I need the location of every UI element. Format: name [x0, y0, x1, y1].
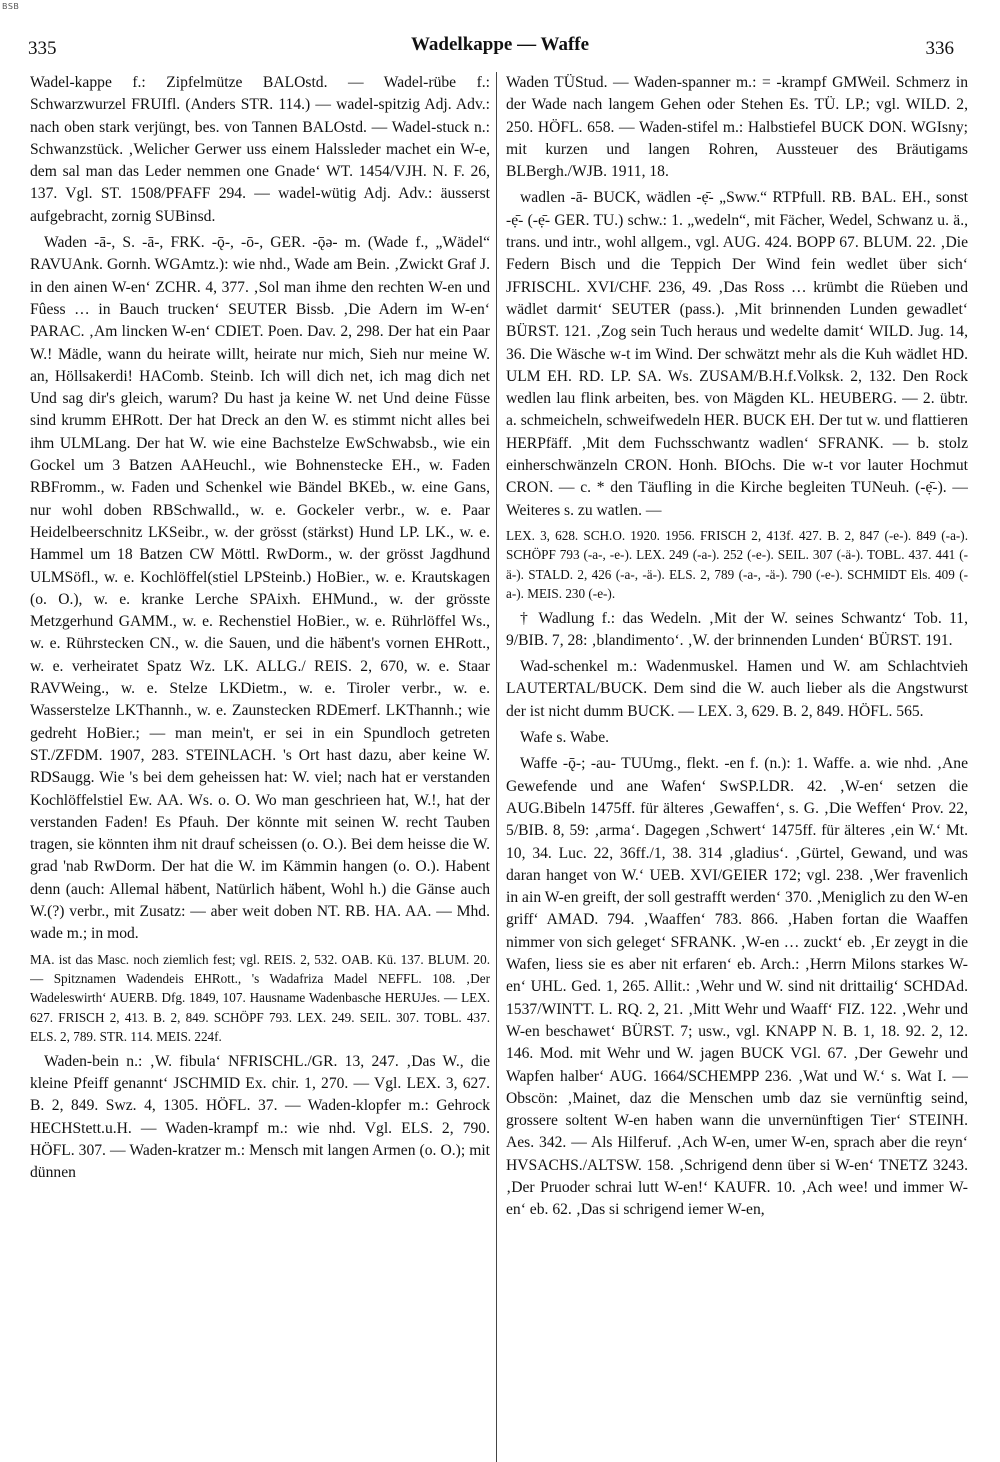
page-header: [28, 28, 972, 68]
entry-waden-references: MA. ist das Masc. noch ziemlich fest; vgl. REIS. 2, 532. OAB. Kü. 137. BLUM. 20. — Spitznamen Wadendeis EHRott., 's Wadafriza Madel NEFFL. 108. ‚Der Wadeleswirth‘ AUERB. Dfg. 1849, 107. Hausname Wadenbasche HERUJes. — LEX. 627. FRISCH 2, 413. B. 2, 849. SCHÖPF 793. LEX. 249. SEIL. 307. TOBL. 437. ELS. 2, 789. STR. 114. MEIS. 224f.: [30, 951, 490, 1045]
entry-wadelkappe: Wadel-kappe f.: Zipfelmütze BALOstd. — Wadel-rübe f.: Schwarzwurzel FRUIfl. (Anders STR. 114.) — wadel-spitzig Adj. Adv.: nach oben stark verjüngt, bes. von Tannen BALOstd. — Wadel-stuck n.: Schwanzstück. ‚Welicher Gerwer uss einem Halssleder machet ein W-e, dem sal man das Leder nemmen one Gnade‘ WT. 1454/VJH. N. F. 26, 137. Vgl. ST. 1508/PFAFF 294. — wadel-wütig Adj. Adv.: äusserst aufgebracht, zornig SUBinsd.: [30, 74, 490, 225]
entry-wadlung: † Wadlung f.: das Wedeln. ‚Mit der W. seines Schwantz‘ Tob. 11, 9/BIB. 7, 28: ‚blandimento‘. ‚W. der brinnenden Lunden‘ BÜRST. 191.: [506, 609, 968, 649]
right-column: [506, 72, 968, 1452]
entry-waffe: Waffe -ǭ-; -au- TUUmg., flekt. -en f. (n.): 1. Waffe. a. wie nhd. ‚Ane Gewefende und ane Wafen‘ SwSP.LDR. 42. ‚W-en‘ setzen die AUG.Bibeln 1475ff. für älteres ‚Gewaffen‘, s. G. ‚Die Weffen‘ Prov. 22, 5/BIB. 8, 59: ‚arma‘. Dagegen ‚Schwert‘ 1475ff. für älteres ‚ein W.‘ Mt. 10, 34. Luc. 22, 36ff./1, 38. 314 ‚gladius‘. ‚Gürtel, Gewand, und was daran hanget von W.‘ UEB. XVI/GEIER 172; vgl. 238. ‚Wer fravenlich in ain W-en greift, der soll gestrafft werden‘ 370. ‚Meniglich zu den W-en griff‘ AMAD. 794. ‚Waaffen‘ 783. 866. ‚Haben fortan die Waaffen nimmer von sich geleget‘ SFRANK. ‚W-en … zuckt‘ eb. ‚Er zeygt in die Wafen, liess sie es aber nit erfaren‘ eb. Arch.: ‚Herrn Milons starkes W-en‘ UHL. Ged. 1, 265. Allit.: ‚Wehr und W. sind nit drittailig‘ SCHDAd. 1537/WINTT. L. RQ. 2, 21. ‚Mitt Wehr und Waaff‘ FIZ. 122. ‚Wehr und W-en beschawet‘ BÜRST. 7; usw., vgl. KNAPP N. B. 1, 18. 92. 2, 12. 146. Mod. mit Wehr und W. jagen BUCK VGl. 67. ‚Der Gewehr und Wapfen halber‘ AUG. 1664/SCHEMPP 236. ‚Wat und W.‘ s. Wat I. — Obscön: ‚Mainet, daz die Menschen umb daz sie vernünftig seind, grossere soltent W-en haben wann die unvernünftigen Tier‘ STEINH. Aes. 342. — Als Hilferuf. ‚Ach W-en, umer W-en, sprach aber die reyn‘ HVSACHS./ALTSW. 158. ‚Schrigend denn über si W-en‘ TNETZ 3243. ‚Der Pruoder schrai lutt W-en!‘ KAUFR. 10. ‚Ach wee! und immer W-en‘ eb. 62. ‚Das si schrigend iemer W-en,: [506, 755, 968, 1219]
entry-wadlen: wadlen -ā- BUCK, wädlen -ẹ̄- „Sww.“ RTPfull. RB. BAL. EH., sonst -ẹ̄- (-ẹ̄- GER. TU.) schw.: 1. „wedeln“, mit Fächer, Wedel, Schwanz u. ä., trans. und intr., wohl allgem., vgl. AUG. 424. BOPP 67. BLUM. 22. ‚Die Federn Bisch und die Teppich Der Wind fein wedlet über sich‘ JFRISCHL. XVI/CHF. 236, 49. ‚Das Ross … krümbt die Rüeben und wädlet darmit‘ SEUTER (pass.). ‚Mit brinnenden Lunden gewadlet‘ BÜRST. 121. ‚Zog sein Tuch heraus und wedelte damit‘ WILD. Jug. 14, 36. Die Wäsche w-t im Wind. Der schwätzt mehr als die Kuh wädlet HD. ULM EH. RD. LP. SA. Ws. ZUSAM/B.H.f.Volksk. 2, 132. Den Rock wedlen lau flink arbeiten, bes. von Mägden KL. HEUBERG. — 2. übtr. a. schmeicheln, schweifwedeln HER. BUCK EH. Der tut w. und flattieren HERPfäff. ‚Mit dem Fuchsschwantz wadlen‘ SFRANK. — b. stolz einherschwänzeln CRON. Honh. BIOchs. Die w-t vor lauter Hochmut CRON. — c. * den Täufling in die Kirche begleiten TUNeuh. (-ẹ̄-). — Weiteres s. zu watlen. —: [506, 189, 968, 519]
entry-wadenbein: Waden-bein n.: ‚W. fibula‘ NFRISCHL./GR. 13, 247. ‚Das W., die kleine Pfeiff genannt‘ JSCHMID Ex. chir. 1, 270. — Vgl. LEX. 3, 627. B. 2, 849. Swz. 4, 1305. HÖFL. 37. — Waden-klopfer m.: Gehrock HECHStett.u.H. — Waden-krampf m.: wie nhd. Vgl. ELS. 2, 790. HÖFL. 307. — Waden-kratzer m.: Mensch mit langen Armen (o. O.); mit dünnen: [30, 1052, 490, 1182]
entry-wadlen-references: LEX. 3, 628. SCH.O. 1920. 1956. FRISCH 2, 413f. 427. B. 2, 847 (-e-). 849 (-a-). SCHÖPF 793 (-a-, -e-). LEX. 249 (-a-). 252 (-e-). SEIL. 307 (-ä-). TOBL. 437. 441 (-ä-). STALD. 2, 426 (-a-, -ä-). ELS. 2, 789 (-a-, -ä-). 790 (-e-). SCHMIDT Els. 409 (-a-). MEIS. 230 (-e-).: [506, 527, 968, 602]
entry-waden-continued: Waden TÜStud. — Waden-spanner m.: = -krampf GMWeil. Schmerz in der Wade nach langem Gehen oder Stehen Es. TÜ. LP.; vgl. WILD. 2, 250. HÖFL. 658. — Waden-stifel m.: Halbstiefel BUCK DON. WGIsny; mit kurzen und langen Rohren, Aussteuer des Bräutigams BLBergh./WJB. 1911, 18.: [506, 74, 968, 181]
entry-wafe: Wafe s. Wabe.: [520, 729, 610, 747]
library-stamp: BSB: [2, 2, 20, 11]
column-divider: [496, 72, 497, 1462]
running-title: Wadelkappe — Waffe: [410, 34, 590, 55]
page-number-left: 335: [28, 38, 57, 59]
page-number-right: 336: [925, 38, 954, 59]
entry-wadschenkel: Wad-schenkel m.: Wadenmuskel. Hamen und W. am Schlachtvieh LAUTERTAL/BUCK. Dem sind die W. auch lieber als die Angstwurst der ist nicht dumm BUCK. — LEX. 3, 629. B. 2, 849. HÖFL. 565.: [506, 658, 968, 720]
left-column: [30, 72, 490, 1452]
entry-waden: Waden -ā-, S. -ā-, FRK. -ǭ-, -ō-, GER. -ǭə- m. (Wade f., „Wädel“ RAVUAnk. Gornh. WGAmtz.): wie nhd., Wade am Bein. ‚Zwickt Graf J. in den ainen W-en‘ ZCHR. 4, 377. ‚Sol man ihme den rechten W-en und Fûess … in Bauch trucken‘ SEUTER Bissb. ‚Die Adern im W-en‘ PARAC. ‚Am lincken W-en‘ CDIET. Poen. Dav. 2, 298. Der hat ein Paar W.! Mädle, wann du heirate willt, heirate nur mich, Sieh nur meine W. an, Höllsakerdi! HAComb. Steinb. Ich will dich net, ich mag dich net Und sag dir's gleich, warum? Du hast ja keine W. net Und deine Füsse sind krumm EHRott. Der hat Dreck an den W. es stimmt nicht alles bei ihm ULMLang. Der hat W. wie eine Bachstelze EwSchwabsb., wie ein Gockel um 3 Batzen AAHeuchl., wie Bohnenstecke EH., w. Faden RBFromm., w. Faden und Schenkel wie Bändel BKEb., w. eine Gans, nur wohl doben RBSchwalld., w. e. Gockeler verbr., w. e. Paar Heidelbeerschnitz LKSeibr., w. der grösst (stärkst) Hund LP. LK., w. e. Hammel um 18 Batzen CW Möttl. RwDorm., w. der grösst Jagdhund ULMSöfl., w. e. Kochlöffel(stiel LPSteinb.) HoBier., w. e. Krautskagen (o. O.), w. e. kranke Lerche SPAixh. EHMund., w. der grösste Metzgerhund GAMM., w. e. Rechenstiel HoBier., w. e. Rührlöffel Ws., w. e. Rührstecken CN., w. die Sauen, und die hä̈bent's vornen EHRott., w. e. verheiratet Spatz Wz. LK. ALLG./ REIS. 2, 670, w. e. Staar RAVWeing., w. e. Stelze LKDietm., w. e. Tiroler verbr., w. e. Wasserstelze LKThannh., w. e. Zaunstecken RDEmerf. LKThannh.; wie gedreht HoBier.; — man mein't, er sei in ein Spundloch getreten ST./ZFDM. 1907, 283. STEINLACH. 's Ort hast dazu, aber keine W. RDSaugg. Wie 's bei dem geheissen hat: W. viel; nach hat er verstanden Kochlöffelstiel Ew. AA. Ws. o. O. Wo man geschrieen hat, W.!, hat der verstanden Faden! Es Pfauh. Der könnte mit seinen W. recht Tauben tragen, sie könnten ihm nit drauf scheissen (o. O.). Bei dem heisse die W. grad 'nab RwDorm. Der hat die W. im Kämmin hangen (o. O.). Habent denn (auch: Allemal hä̈bent, Natürlich hä̈bent, Wohl h.) die Gänse auch W.(?) verbr., mit Zusatz: — aber weit doben NT. RB. HA. AA. — Mhd. wade m.; in mod.: [30, 234, 490, 943]
